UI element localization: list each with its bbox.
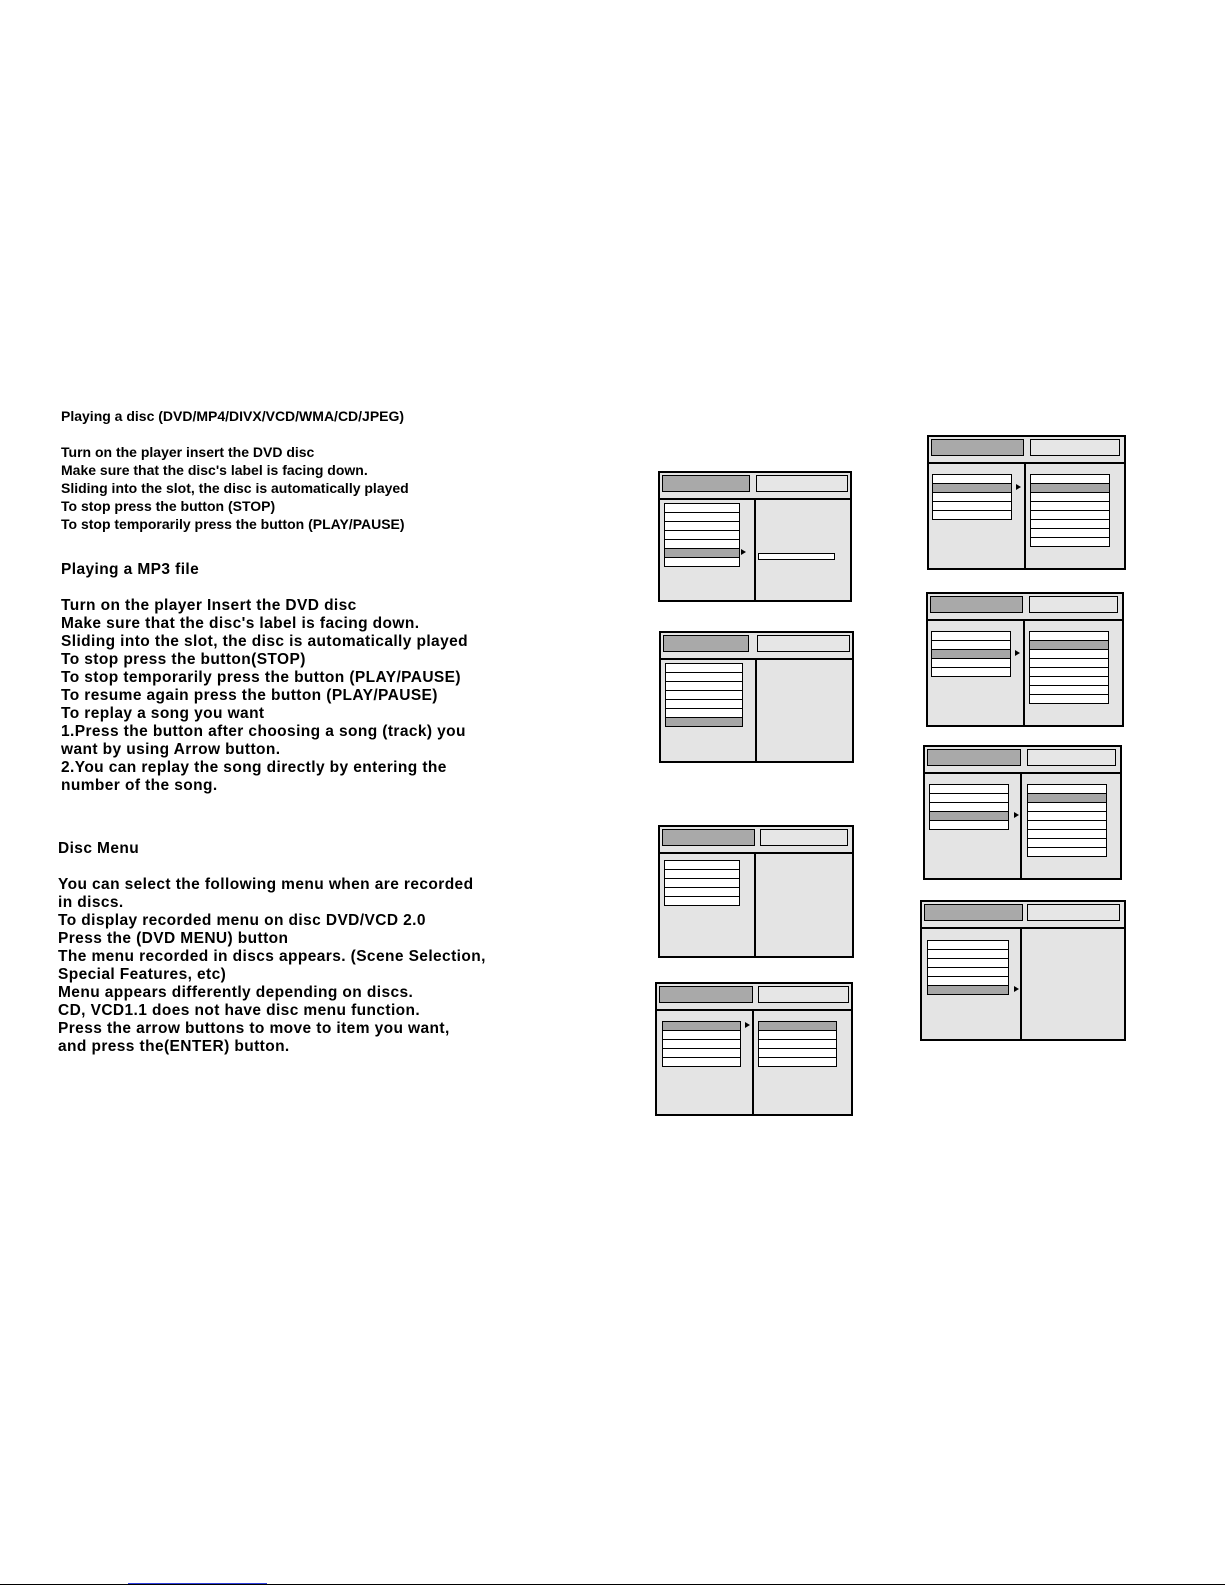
menu-row[interactable] [933, 475, 1011, 484]
menu-row-selected[interactable] [1031, 484, 1109, 493]
menu-row[interactable] [665, 861, 739, 870]
instruction-line: Press the arrow buttons to move to item you want, [58, 1020, 450, 1037]
menu-header [928, 594, 1122, 621]
instruction-line: Turn on the player insert the DVD disc [61, 444, 315, 460]
menu-row[interactable] [666, 709, 742, 718]
value-bar[interactable] [758, 553, 835, 560]
instruction-line: in discs. [58, 894, 124, 911]
menu-row[interactable] [1030, 632, 1108, 641]
menu-row[interactable] [928, 977, 1008, 986]
menu-row[interactable] [665, 870, 739, 879]
arrow-right-icon [1014, 812, 1019, 818]
menu-list-left [664, 503, 740, 567]
instruction-line: want by using Arrow button. [61, 741, 281, 758]
menu-row[interactable] [663, 1031, 740, 1040]
menu-screen [927, 435, 1126, 570]
menu-tab-active[interactable] [927, 749, 1021, 766]
menu-row[interactable] [665, 558, 739, 566]
menu-tab[interactable] [758, 986, 849, 1003]
menu-list-left [927, 940, 1009, 995]
menu-row-selected[interactable] [1030, 641, 1108, 650]
menu-header [929, 437, 1124, 464]
menu-divider [755, 658, 757, 761]
instruction-line: Make sure that the disc's label is facing down. [61, 462, 368, 478]
instruction-line: To stop temporarily press the button (PLAY/PAUSE) [61, 669, 461, 686]
menu-screen [920, 900, 1126, 1041]
menu-tab-active[interactable] [663, 635, 749, 652]
menu-row[interactable] [1028, 848, 1106, 856]
instruction-line: 2.You can replay the song directly by entering the [61, 759, 447, 776]
menu-divider [1024, 462, 1026, 568]
menu-tab[interactable] [1030, 439, 1120, 456]
menu-row[interactable] [665, 504, 739, 513]
menu-list-left [929, 784, 1009, 830]
menu-tab-active[interactable] [659, 986, 753, 1003]
menu-header [657, 984, 851, 1011]
menu-row[interactable] [928, 968, 1008, 977]
menu-row-selected[interactable] [928, 986, 1008, 994]
menu-row[interactable] [1028, 821, 1106, 830]
arrow-right-icon [1014, 986, 1019, 992]
instruction-line: To stop temporarily press the button (PLAY/PAUSE) [61, 516, 405, 532]
menu-row-selected[interactable] [666, 718, 742, 726]
menu-header [922, 902, 1124, 929]
menu-row[interactable] [1031, 529, 1109, 538]
menu-row[interactable] [1031, 475, 1109, 484]
menu-row[interactable] [1028, 803, 1106, 812]
menu-list-right [758, 1021, 837, 1067]
menu-row[interactable] [1030, 695, 1108, 703]
instruction-line: To replay a song you want [61, 705, 265, 722]
menu-row[interactable] [665, 540, 739, 549]
menu-divider [752, 1009, 754, 1114]
menu-tab-active[interactable] [662, 475, 750, 492]
menu-row-selected[interactable] [1028, 794, 1106, 803]
menu-row[interactable] [759, 1031, 836, 1040]
arrow-right-icon [745, 1022, 750, 1028]
menu-divider [1020, 927, 1022, 1039]
menu-row[interactable] [932, 668, 1010, 676]
menu-divider [1020, 772, 1022, 878]
menu-row[interactable] [933, 511, 1011, 519]
menu-tab[interactable] [1029, 596, 1118, 613]
menu-screen [655, 982, 853, 1116]
menu-row[interactable] [1028, 812, 1106, 821]
instruction-line: To stop press the button(STOP) [61, 651, 306, 668]
menu-row[interactable] [663, 1049, 740, 1058]
menu-tab[interactable] [760, 829, 848, 846]
menu-tab[interactable] [1027, 904, 1120, 921]
arrow-right-icon [1016, 484, 1021, 490]
instruction-line: To display recorded menu on disc DVD/VCD 2.0 [58, 912, 426, 929]
menu-screen [923, 745, 1122, 880]
menu-list-right [1029, 631, 1109, 704]
menu-row[interactable] [1030, 677, 1108, 686]
instruction-line: You can select the following menu when are recorded [58, 876, 474, 893]
menu-row[interactable] [759, 1058, 836, 1066]
menu-row[interactable] [928, 941, 1008, 950]
menu-row[interactable] [665, 513, 739, 522]
menu-header [661, 633, 852, 660]
instruction-line: Sliding into the slot, the disc is automatically played [61, 480, 409, 496]
instruction-line: Turn on the player Insert the DVD disc [61, 597, 357, 614]
menu-header [660, 827, 852, 854]
menu-list-right [1030, 474, 1110, 547]
menu-row[interactable] [1028, 785, 1106, 794]
instruction-line: The menu recorded in discs appears. (Scene Selection, [58, 948, 486, 965]
menu-tab[interactable] [756, 475, 848, 492]
menu-row[interactable] [932, 659, 1010, 668]
menu-row-selected[interactable] [932, 650, 1010, 659]
menu-row[interactable] [1031, 538, 1109, 546]
menu-row[interactable] [1031, 511, 1109, 520]
menu-row[interactable] [666, 673, 742, 682]
menu-row[interactable] [663, 1040, 740, 1049]
menu-tab-active[interactable] [931, 439, 1024, 456]
menu-list-left [664, 860, 740, 906]
menu-row[interactable] [759, 1040, 836, 1049]
instruction-line: To resume again press the button (PLAY/PAUSE) [61, 687, 438, 704]
menu-row[interactable] [1028, 839, 1106, 848]
menu-header [660, 473, 850, 500]
menu-row[interactable] [759, 1049, 836, 1058]
menu-row[interactable] [1030, 668, 1108, 677]
menu-tab[interactable] [1027, 749, 1116, 766]
menu-list-left [932, 474, 1012, 520]
menu-list-right [1027, 784, 1107, 857]
menu-row[interactable] [1031, 493, 1109, 502]
menu-row[interactable] [930, 803, 1008, 812]
menu-screen [659, 631, 854, 763]
menu-row[interactable] [1030, 659, 1108, 668]
menu-row[interactable] [666, 691, 742, 700]
instruction-line: Press the (DVD MENU) button [58, 930, 289, 947]
menu-list-left [662, 1021, 741, 1067]
menu-header [925, 747, 1120, 774]
menu-row-selected[interactable] [759, 1022, 836, 1031]
menu-row[interactable] [666, 700, 742, 709]
menu-row[interactable] [1028, 830, 1106, 839]
menu-tab-active[interactable] [924, 904, 1023, 921]
menu-row[interactable] [930, 785, 1008, 794]
menu-divider [754, 498, 756, 600]
instruction-line: Make sure that the disc's label is facing down. [61, 615, 420, 632]
menu-row[interactable] [930, 821, 1008, 829]
menu-divider [754, 852, 756, 956]
menu-screen [658, 471, 852, 602]
instruction-line: CD, VCD1.1 does not have disc menu function. [58, 1002, 421, 1019]
menu-divider [1023, 619, 1025, 725]
menu-row[interactable] [933, 493, 1011, 502]
arrow-right-icon [741, 549, 746, 555]
menu-row-selected[interactable] [930, 812, 1008, 821]
menu-tab[interactable] [757, 635, 850, 652]
menu-row[interactable] [930, 794, 1008, 803]
instruction-line: 1.Press the button after choosing a song (track) you [61, 723, 466, 740]
menu-row[interactable] [665, 879, 739, 888]
instruction-line: number of the song. [61, 777, 218, 794]
menu-row[interactable] [933, 502, 1011, 511]
menu-tab-active[interactable] [930, 596, 1023, 613]
menu-row[interactable] [928, 959, 1008, 968]
menu-row[interactable] [928, 950, 1008, 959]
arrow-right-icon [1015, 650, 1020, 656]
menu-row[interactable] [1030, 650, 1108, 659]
footer-link-underline [128, 1583, 267, 1584]
menu-row[interactable] [1030, 686, 1108, 695]
instruction-line: To stop press the button (STOP) [61, 498, 276, 514]
menu-screen [926, 592, 1124, 727]
menu-row[interactable] [665, 897, 739, 905]
menu-row[interactable] [1031, 502, 1109, 511]
menu-row[interactable] [666, 682, 742, 691]
menu-row[interactable] [932, 641, 1010, 650]
menu-row[interactable] [932, 632, 1010, 641]
instruction-line: Sliding into the slot, the disc is automatically played [61, 633, 468, 650]
menu-tab-active[interactable] [662, 829, 755, 846]
menu-row[interactable] [665, 888, 739, 897]
instruction-line: and press the(ENTER) button. [58, 1038, 290, 1055]
menu-row[interactable] [665, 522, 739, 531]
menu-list-left [665, 663, 743, 727]
menu-screen [658, 825, 854, 958]
menu-row[interactable] [665, 531, 739, 540]
instruction-line: Menu appears differently depending on discs. [58, 984, 414, 1001]
instruction-line: Special Features, etc) [58, 966, 227, 983]
menu-row-selected[interactable] [665, 549, 739, 558]
section-heading: Disc Menu [58, 840, 140, 857]
menu-row[interactable] [663, 1058, 740, 1066]
menu-row[interactable] [1031, 520, 1109, 529]
menu-row[interactable] [666, 664, 742, 673]
menu-list-left [931, 631, 1011, 677]
menu-row-selected[interactable] [663, 1022, 740, 1031]
menu-row-selected[interactable] [933, 484, 1011, 493]
section-heading: Playing a MP3 file [61, 561, 200, 578]
section-heading: Playing a disc (DVD/MP4/DIVX/VCD/WMA/CD/JPEG) [61, 408, 405, 424]
